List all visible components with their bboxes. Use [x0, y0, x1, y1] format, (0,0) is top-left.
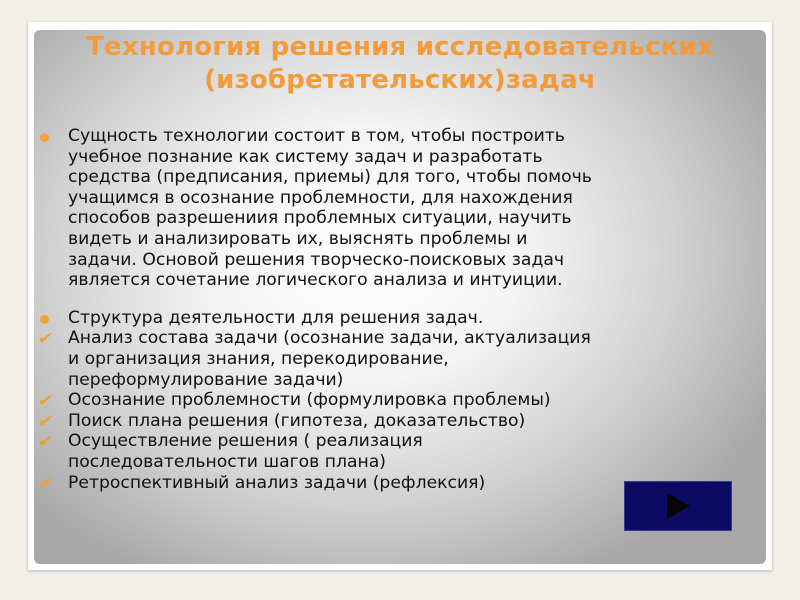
play-next-icon	[663, 491, 693, 521]
list-item	[36, 431, 736, 472]
check-marker	[36, 473, 68, 493]
check-marker	[36, 328, 68, 348]
checkmark-icon: ✔	[37, 432, 52, 453]
bullet-marker	[36, 126, 68, 146]
paragraph-text: Сущность технологии состоит в том, чтобы построить учебное познание как систему задач и разработать средства (предписания, приемы) для того, чтобы помочь учащимся в осознание проблемности, для нахождения способов разрешениия проблемных ситуации, научить видеть и анализировать их, выяснять проблемы и задачи. Основой решения творческо-поисковых задач является сочетание логического анализа и интуиции.	[68, 126, 592, 291]
bullet-marker	[36, 308, 68, 328]
checkmark-icon: ✔	[37, 391, 52, 412]
check-marker	[36, 431, 68, 451]
check-marker	[36, 411, 68, 431]
paragraph-gap	[36, 291, 736, 308]
checkmark-icon: ✔	[37, 329, 52, 350]
slide-title	[30, 31, 770, 97]
list-item	[36, 328, 736, 390]
checkmark-icon: ✔	[37, 473, 52, 494]
next-slide-button[interactable]	[624, 481, 732, 531]
list-item	[36, 411, 736, 432]
paragraph-text: Анализ состава задачи (осознание задачи, актуализация и организация знания, перекодирование, переформулирование задачи)	[68, 328, 591, 390]
paragraph-text: Осуществление решения ( реализация последовательности шагов плана)	[68, 431, 423, 472]
list-item	[36, 308, 736, 329]
list-item	[36, 390, 736, 411]
list-item	[36, 126, 736, 291]
check-marker	[36, 390, 68, 410]
slide-body	[36, 126, 736, 493]
slide-title-text: Технология решения исследовательских (изобретательских)задач	[86, 32, 714, 95]
bullet-dot-icon	[40, 315, 49, 324]
paragraph-text: Поиск плана решения (гипотеза, доказательство)	[68, 410, 526, 431]
paragraph-text: Структура деятельности для решения задач.	[68, 307, 484, 328]
bullet-dot-icon	[40, 133, 49, 142]
checkmark-icon: ✔	[37, 411, 52, 432]
paragraph-text: Осознание проблемности (формулировка проблемы)	[68, 390, 551, 411]
paragraph-text: Ретроспективный анализ задачи (рефлексия)	[68, 472, 486, 493]
